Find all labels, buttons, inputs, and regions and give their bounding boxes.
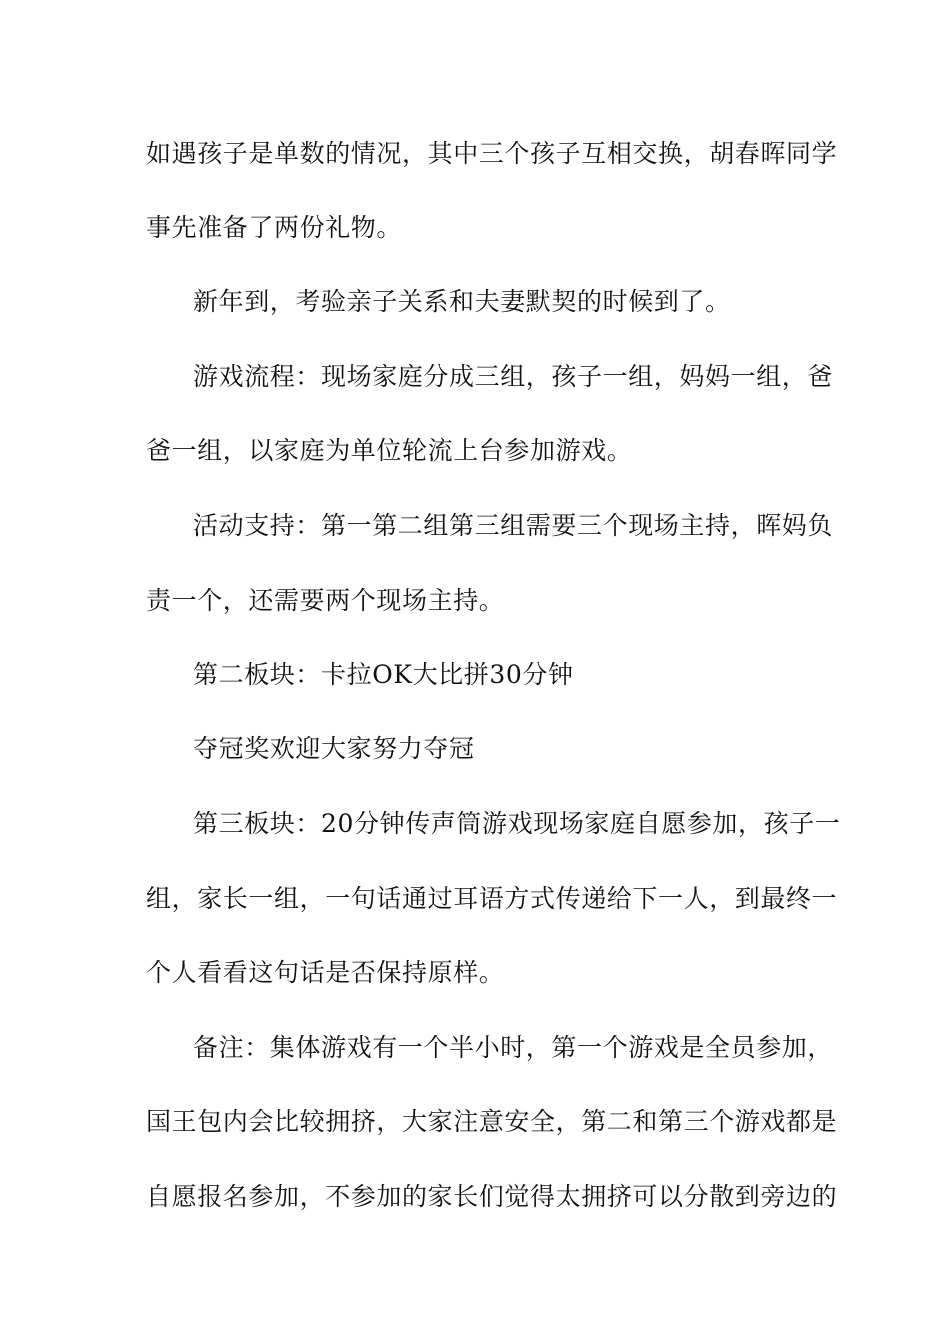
paragraph-line: 个人看看这句话是否保持原样。 [146,958,505,987]
paragraph-line: 新年到，考验亲子关系和夫妻默契的时候到了。 [193,287,731,316]
section-heading-line: 第二板块：卡拉OK大比拼30分钟 [193,660,574,689]
paragraph-line: 自愿报名参加，不参加的家长们觉得太拥挤可以分散到旁边的 [146,1182,838,1211]
paragraph-line: 活动支持：第一第二组第三组需要三个现场主持，晖妈负 [193,511,834,540]
paragraph-line: 夺冠奖欢迎大家努力夺冠 [193,734,475,763]
paragraph-line: 责一个，还需要两个现场主持。 [146,586,505,615]
section-heading-line: 第三板块：20分钟传声筒游戏现场家庭自愿参加，孩子一 [193,809,841,838]
paragraph-line: 备注：集体游戏有一个半小时，第一个游戏是全员参加， [193,1033,834,1062]
paragraph-line: 爸一组，以家庭为单位轮流上台参加游戏。 [146,436,633,465]
paragraph-line: 事先准备了两份礼物。 [146,213,403,242]
paragraph-line: 国王包内会比较拥挤，大家注意安全，第二和第三个游戏都是 [146,1107,838,1136]
paragraph-line: 组，家长一组，一句话通过耳语方式传递给下一人，到最终一 [146,884,838,913]
paragraph-line: 如遇孩子是单数的情况，其中三个孩子互相交换，胡春晖同学 [146,139,838,168]
paragraph-line: 游戏流程：现场家庭分成三组，孩子一组，妈妈一组，爸 [193,362,834,391]
